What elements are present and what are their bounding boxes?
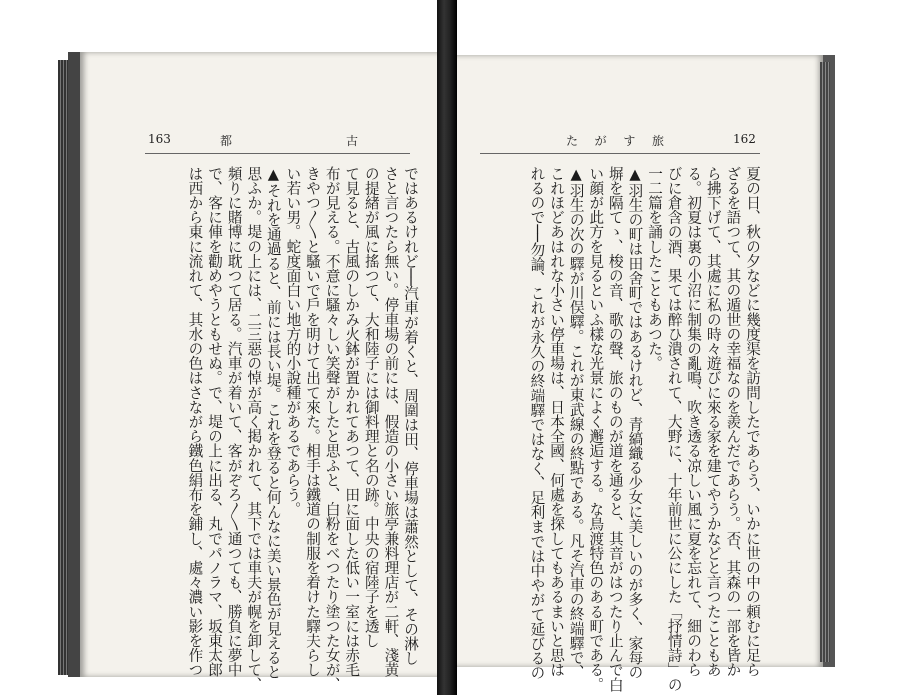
- right-page-number: 162: [733, 132, 756, 146]
- text-line: い顔が此方を見るといふ樣な光景によく邂逅する。な鳥渡特色のある町である。: [587, 166, 605, 692]
- text-line: 夏の日、秋の夕などに幾度渠を訪問したであらう、いかに世の中の頼むに足ら: [744, 166, 761, 677]
- running-head-char: が: [594, 134, 609, 148]
- left-page-body: [137, 166, 420, 692]
- book-gutter: [437, 0, 457, 695]
- text-line: 一二篇を誦したこともあつた。: [646, 166, 664, 371]
- text-line: 頻りに賭博に耽つて居る。汽車が着いて、客がぞろ〳〵通つても、勝負に夢中: [225, 166, 243, 677]
- text-line: ▲羽生の次の驛が川俣驛。これが東武線の終點である。凡そ汽車の終端驛で、: [567, 166, 585, 680]
- text-line: さと言つたら無い。停車場の前には、假造の小さい旅亭兼料理店が二軒、淺黄: [382, 166, 400, 677]
- text-line: 塀を隔てゝ、梭の音、歌の聲、旅のものが道を通ると、其音がはつたり止んで白: [606, 166, 624, 692]
- text-line: い若い男。蛇度面白い地方的小說種があるであらう。: [284, 166, 302, 517]
- running-head-char: 都: [220, 134, 235, 148]
- text-line: ▲それを通過ると、前には長い堤。これを登ると何んなに美い景色が見えると: [264, 166, 282, 680]
- left-page-number: 163: [148, 132, 171, 146]
- text-line: 布が見える。不意に騷々しい笑聲がしたと思ふと、白粉をべつたり塗つた女が、: [323, 166, 341, 692]
- left-header-rule: [145, 153, 410, 154]
- right-page-body: [480, 166, 762, 692]
- running-head-char: 古: [345, 134, 360, 148]
- text-line: れるので──勿論、これが永久の終端驛ではなく、足利までは中やがて延びるの: [528, 166, 546, 680]
- text-line: これほどあはれな小さい停車場は、日本全國、何處を探してもあるまいと思は: [548, 166, 566, 677]
- text-line: ▲羽生の町は田舍町ではあるけれど、青縞織る少女に美しいのが多く、家每の: [626, 166, 644, 680]
- right-page-edge: [820, 62, 830, 662]
- text-line: て見ると、古風のしかみ火鉢が置かれてあつて、田に面した低い一室には赤毛: [343, 166, 361, 677]
- text-line: る。初夏は裏の小沼に制集の亂鳴、吹き透る凉しい風に夏を忘れて、細のわら: [685, 166, 703, 677]
- running-head-char: た: [566, 134, 581, 148]
- text-line: で、客に俥を勸めやうともせぬ。で、堤の上に出る、丸でパノラマ、坂東太郎: [206, 166, 224, 677]
- text-line: ら拂下げて、其處に私の時々遊びに來る家を建てやうかなどと言つたこともあ: [704, 166, 722, 677]
- text-line: は西から東に流れて、其水の色はさながら鐵色絹布を鋪し、處々濃い影を作つ: [186, 166, 204, 677]
- left-running-head: [220, 132, 360, 149]
- text-line: びに倉含の酒、果ては醉ひ潰されて、大野に、十年前世に公にした「抒情詩」の: [665, 166, 683, 692]
- running-head-char: す: [623, 134, 638, 148]
- text-line: ではあるけれど──汽車が着くと、周圍は田、停車場は蕭然として、その淋し: [402, 166, 419, 666]
- right-header-rule: [480, 153, 760, 154]
- right-running-head: [566, 132, 666, 149]
- text-line: きやつ〳〵と騷いで戶を明けて出て來た。相手は鐵道の制服を着けた驛夫らし: [304, 166, 322, 677]
- text-line: 思ふか。堤の上には、二三惡の悼が高く掲かれて、其下では車夫が幌を卸して、: [245, 166, 263, 692]
- running-head-char: 旅: [651, 134, 666, 148]
- text-line: ざるを語つて、其の遁世の幸福なのを羨んだであらう。否、其森の一部を皆か: [724, 166, 742, 677]
- text-line: の提緖が風に搖つて、大和陸子には御料理と名の跡。中央の宿陸子を透し: [362, 166, 380, 648]
